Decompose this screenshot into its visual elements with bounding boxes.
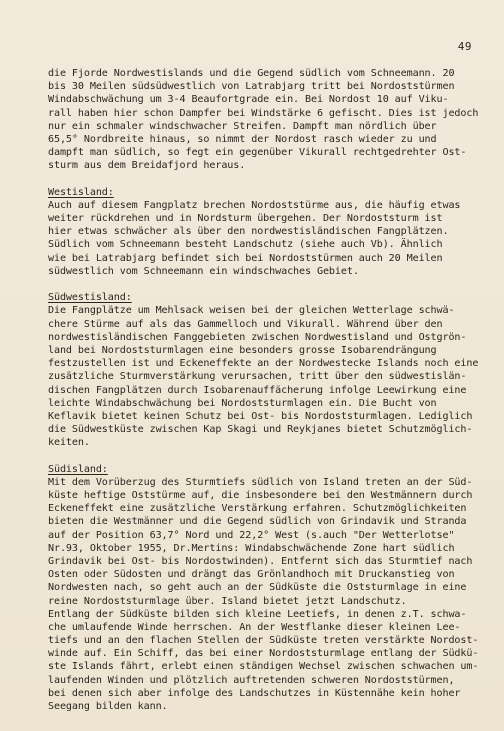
text-line: südwestlich vom Schneemann ein windschwaches Gebiet. <box>48 265 359 277</box>
text-line: dischen Fangplätzen durch Isobarenauffächerung infolge Leewirkung eine <box>48 384 467 396</box>
text-line: rall haben hier schon Dampfer bei Windstärke 6 gefischt. Dies ist jedoch <box>48 107 479 119</box>
text-line: leichte Windabschwächung bei Nordoststurmlagen ein. Die Bucht von <box>48 397 437 409</box>
text-line: Nordwesten nach, so geht auch an der Südküste die Oststurmlage in eine <box>48 582 467 594</box>
text-line: Mit dem Vorüberzug des Sturmtiefs südlich von Island treten an der Süd- <box>48 476 473 488</box>
text-line: Osten oder Südosten und drängt das Grönlandhoch mit Druckanstieg von <box>48 569 455 581</box>
text-line: land bei Nordoststurmlagen eine besonders grosse Isobarendrängung <box>48 344 437 356</box>
text-line: Entlang der Südküste bilden sich kleine Leetiefs, in denen z.T. schwa- <box>48 608 467 620</box>
text-line: die Südwestküste zwischen Kap Skagi und Reykjanes bietet Schutzmöglich- <box>48 424 473 436</box>
page-number: 49 <box>457 40 472 53</box>
text-line: Auch auf diesem Fangplatz brechen Nordoststürme aus, die häufig etwas <box>48 199 461 211</box>
text-line: winde auf. Ein Schiff, das bei einer Nordoststurmlage entlang der Südkü- <box>48 648 479 660</box>
paragraph <box>48 291 479 449</box>
text-line: hier etwas schwächer als über den nordwestisländischen Fangplätzen. <box>48 226 449 238</box>
text-line: Eckeneffekt eine zusätzliche Verstärkung erfahren. Schutzmöglichkeiten <box>48 503 467 515</box>
text-line: bieten die Westmänner und die Gegend südlich von Grindavik und Stranda <box>48 516 467 528</box>
text-line: nordwestisländischen Fanggebieten zwischen Nordwestisland und Ostgrön- <box>48 331 467 343</box>
paragraph <box>48 67 479 173</box>
text-line: bei denen sich aber infolge des Landschutzes in Küstennähe kein hoher <box>48 687 461 699</box>
section-heading: Westisland: <box>48 186 114 198</box>
text-line: zusätzliche Sturmverstärkung verursachen, tritt über den südwestislän- <box>48 371 467 383</box>
paragraph-spacer <box>48 449 468 462</box>
section-heading: Südisland: <box>48 463 108 475</box>
text-line: dampft man südlich, so fegt ein gegenüber Vikurall rechtgedrehter Ost- <box>48 147 467 159</box>
document-body <box>48 67 479 713</box>
text-line: ste Islands fährt, erlebt einen ständigen Wechsel zwischen schwachen um- <box>48 661 479 673</box>
section-heading: Südwestisland: <box>48 292 132 304</box>
text-line: festzustellen ist und Eckeneffekte an der Nordwestecke Islands noch eine <box>48 358 479 370</box>
text-line: keiten. <box>48 437 90 449</box>
text-line: sturm aus dem Breidafjord heraus. <box>48 160 246 172</box>
text-line: reine Nordoststurmlage über. Island bietet jetzt Landschutz. <box>48 595 407 607</box>
text-line: tiefs und an den flachen Stellen der Südküste treten verstärkte Nordost- <box>48 635 479 647</box>
text-line: Keflavik bietet keinen Schutz bei Ost- bis Nordoststurmlagen. Lediglich <box>48 410 473 422</box>
text-line: Südlich vom Schneemann besteht Landschutz (siehe auch Vb). Ähnlich <box>48 239 443 251</box>
text-line: küste heftige Oststürme auf, die insbesondere bei den Westmännern durch <box>48 490 473 501</box>
text-line: chere Stürme auf als das Gammelloch und Vikurall. Während über den <box>48 318 443 330</box>
text-line: che umlaufende Winde herrschen. An der Westflanke dieser kleinen Lee- <box>48 621 461 633</box>
text-line: 65,5° Nordbreite hinaus, so nimmt der Nordost rasch wieder zu und <box>48 133 437 145</box>
text-line: Nr.93, Oktober 1955, Dr.Mertins: Windabschwächende Zone hart südlich <box>48 542 455 554</box>
text-line: bis 30 Meilen südsüdwestlich von Latrabjarg tritt bei Nordoststürmen <box>48 81 455 93</box>
text-line: Windabschwächung um 3-4 Beaufortgrade ein. Bei Nordost 10 auf Viku- <box>48 94 449 106</box>
text-line: Seegang bilden kann. <box>48 701 168 712</box>
paragraph <box>48 463 479 714</box>
paragraph-spacer <box>48 278 468 291</box>
text-line: wie bei Latrabjarg befindet sich bei Nordoststürmen auch 20 Meilen <box>48 252 443 264</box>
text-line: laufenden Winden und plötzlich auftretenden schweren Nordoststürmen, <box>48 674 455 686</box>
paragraph-spacer <box>48 173 468 186</box>
text-line: weiter rückdrehen und in Nordsturm übergehen. Der Nordoststurm ist <box>48 213 443 225</box>
paragraph <box>48 186 468 278</box>
text-line: auf der Position 63,7° Nord und 22,2° West (s.auch "Der Wetterlotse" <box>48 529 455 541</box>
text-line: die Fjorde Nordwestislands und die Gegend südlich vom Schneemann. 20 <box>48 68 455 79</box>
text-line: Grindavik bei Ost- bis Nordostwinden). Entfernt sich das Sturmtief nach <box>48 555 473 567</box>
text-line: Die Fangplätze um Mehlsack weisen bei der gleichen Wetterlage schwä- <box>48 305 455 317</box>
text-line: nur ein schmaler windschwacher Streifen. Dampft man nördlich über <box>48 120 437 132</box>
